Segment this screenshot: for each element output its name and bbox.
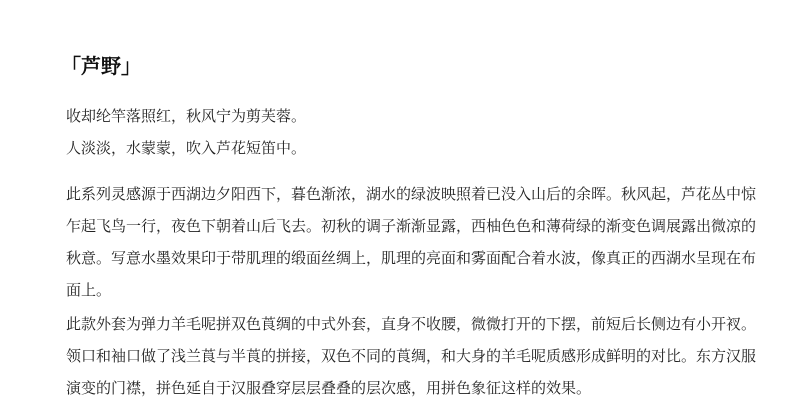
inspiration-paragraph: 此系列灵感源于西湖边夕阳西下，暮色渐浓，湖水的绿波映照着已没入山后的余晖。秋风起，芦花丛中惊乍起飞鸟一行，夜色下朝着山后飞去。初秋的调子渐渐显露，西柚色色和薄荷绿的渐变色调展露出微凉的秋意。写意水墨效果印于带肌理的缎面丝绸上，肌理的亮面和雾面配合着水波，像真正的西湖水呈现在布面上。 xyxy=(66,185,757,299)
article-content xyxy=(61,50,757,406)
poem-line: 人淡淡，水蒙蒙，吹入芦花短笛中。 xyxy=(66,139,307,157)
poem-block xyxy=(66,100,756,164)
poem-line: 收却纶竿落照红，秋风宁为剪芙蓉。 xyxy=(66,107,307,125)
article-title: 「芦野」 xyxy=(61,54,141,78)
garment-description-paragraph: 此款外套为弹力羊毛呢拼双色莨绸的中式外套，直身不收腰，微微打开的下摆，前短后长侧边有小开衩。领口和袖口做了浅兰莨与半莨的拼接，双色不同的莨绸，和大身的羊毛呢质感形成鲜明的对比。东方汉服演变的门襟，拼色延自于汉服叠穿层层叠叠的层次感，用拼色象征这样的效果。 xyxy=(66,315,757,397)
